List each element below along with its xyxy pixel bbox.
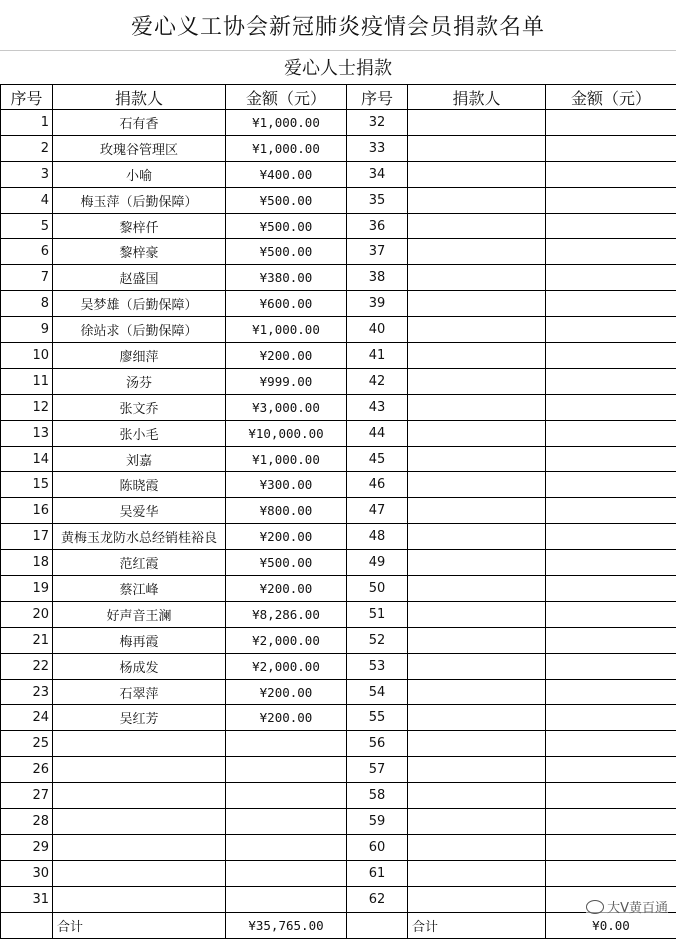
row-seq: 12 — [1, 394, 53, 420]
table-row — [1, 343, 676, 369]
row-donor — [53, 783, 226, 809]
row-amount-right — [546, 550, 676, 576]
row-amount-right — [546, 291, 676, 317]
row-donor-right — [408, 783, 546, 809]
row-donor: 吴梦雄（后勤保障） — [53, 291, 226, 317]
row-amount — [226, 886, 347, 912]
row-seq: 21 — [1, 627, 53, 653]
table-row — [1, 265, 676, 291]
row-donor-right — [408, 420, 546, 446]
row-seq-right: 48 — [347, 524, 408, 550]
row-amount — [226, 809, 347, 835]
row-seq-right: 32 — [347, 110, 408, 136]
table-row — [1, 834, 676, 860]
header-donor: 捐款人 — [53, 85, 226, 110]
row-donor: 刘嘉 — [53, 446, 226, 472]
row-donor-right — [408, 317, 546, 343]
row-amount: ¥2,000.00 — [226, 653, 347, 679]
row-seq: 20 — [1, 601, 53, 627]
row-seq: 27 — [1, 783, 53, 809]
table-row — [1, 576, 676, 602]
table-row — [1, 161, 676, 187]
row-seq: 22 — [1, 653, 53, 679]
row-amount: ¥800.00 — [226, 498, 347, 524]
header-row — [1, 85, 676, 110]
row-seq-right: 61 — [347, 860, 408, 886]
watermark — [586, 897, 668, 916]
row-seq-right: 39 — [347, 291, 408, 317]
row-seq-right: 53 — [347, 653, 408, 679]
table-row — [1, 420, 676, 446]
row-donor-right — [408, 239, 546, 265]
row-amount: ¥2,000.00 — [226, 627, 347, 653]
row-amount: ¥1,000.00 — [226, 135, 347, 161]
row-amount-right — [546, 524, 676, 550]
watermark-text: 大V黄百通 — [607, 901, 668, 916]
row-seq-right: 54 — [347, 679, 408, 705]
row-seq: 6 — [1, 239, 53, 265]
table-row — [1, 135, 676, 161]
header-amount: 金额（元） — [226, 85, 347, 110]
row-seq-right: 57 — [347, 757, 408, 783]
row-amount: ¥3,000.00 — [226, 394, 347, 420]
row-seq: 7 — [1, 265, 53, 291]
row-seq-right: 59 — [347, 809, 408, 835]
row-seq: 31 — [1, 886, 53, 912]
row-amount-right — [546, 187, 676, 213]
row-amount-right — [546, 394, 676, 420]
row-donor: 张小毛 — [53, 420, 226, 446]
table-row — [1, 653, 676, 679]
row-amount: ¥200.00 — [226, 343, 347, 369]
row-donor: 赵盛国 — [53, 265, 226, 291]
row-amount: ¥500.00 — [226, 550, 347, 576]
row-amount-right — [546, 834, 676, 860]
row-amount-right — [546, 161, 676, 187]
table-row — [1, 886, 676, 912]
row-amount-right — [546, 498, 676, 524]
row-donor-right — [408, 446, 546, 472]
row-donor: 吴爱华 — [53, 498, 226, 524]
row-seq-right: 40 — [347, 317, 408, 343]
row-seq: 5 — [1, 213, 53, 239]
total-right-seq — [347, 912, 408, 938]
row-donor — [53, 886, 226, 912]
row-donor: 玫瑰谷管理区 — [53, 135, 226, 161]
row-amount: ¥300.00 — [226, 472, 347, 498]
row-amount-right — [546, 679, 676, 705]
row-seq: 3 — [1, 161, 53, 187]
row-donor-right — [408, 472, 546, 498]
row-seq: 25 — [1, 731, 53, 757]
row-seq-right: 52 — [347, 627, 408, 653]
row-donor-right — [408, 368, 546, 394]
row-amount: ¥600.00 — [226, 291, 347, 317]
row-donor: 吴红芳 — [53, 705, 226, 731]
row-amount-right — [546, 420, 676, 446]
row-donor-right — [408, 524, 546, 550]
row-amount-right — [546, 213, 676, 239]
row-amount: ¥500.00 — [226, 239, 347, 265]
row-donor: 黎梓仟 — [53, 213, 226, 239]
row-seq-right: 60 — [347, 834, 408, 860]
row-seq: 15 — [1, 472, 53, 498]
row-amount-right — [546, 265, 676, 291]
row-seq-right: 46 — [347, 472, 408, 498]
row-seq-right: 38 — [347, 265, 408, 291]
row-donor-right — [408, 627, 546, 653]
row-donor-right — [408, 809, 546, 835]
row-donor — [53, 731, 226, 757]
row-seq: 16 — [1, 498, 53, 524]
row-donor: 梅玉萍（后勤保障） — [53, 187, 226, 213]
row-donor: 范红霞 — [53, 550, 226, 576]
row-amount-right — [546, 446, 676, 472]
row-amount-right — [546, 653, 676, 679]
row-seq: 8 — [1, 291, 53, 317]
row-donor: 杨成发 — [53, 653, 226, 679]
row-amount — [226, 757, 347, 783]
row-donor-right — [408, 550, 546, 576]
row-amount-right — [546, 576, 676, 602]
table-row — [1, 601, 676, 627]
row-donor: 梅再霞 — [53, 627, 226, 653]
row-amount: ¥200.00 — [226, 679, 347, 705]
table-row — [1, 783, 676, 809]
row-seq-right: 35 — [347, 187, 408, 213]
row-donor — [53, 834, 226, 860]
row-seq: 23 — [1, 679, 53, 705]
row-amount-right — [546, 368, 676, 394]
row-amount: ¥1,000.00 — [226, 110, 347, 136]
row-seq-right: 62 — [347, 886, 408, 912]
row-seq-right: 50 — [347, 576, 408, 602]
row-seq-right: 51 — [347, 601, 408, 627]
row-seq: 17 — [1, 524, 53, 550]
table-row — [1, 187, 676, 213]
table-row — [1, 550, 676, 576]
total-right-label: 合计 — [408, 912, 546, 938]
row-donor-right — [408, 653, 546, 679]
row-seq-right: 47 — [347, 498, 408, 524]
row-donor: 汤芬 — [53, 368, 226, 394]
row-donor-right — [408, 576, 546, 602]
row-donor-right — [408, 265, 546, 291]
row-amount-right — [546, 135, 676, 161]
table-row — [1, 524, 676, 550]
row-donor-right — [408, 498, 546, 524]
row-donor-right — [408, 394, 546, 420]
table-row — [1, 705, 676, 731]
header-seq-right: 序号 — [347, 85, 408, 110]
row-seq-right: 36 — [347, 213, 408, 239]
row-amount: ¥380.00 — [226, 265, 347, 291]
row-seq-right: 42 — [347, 368, 408, 394]
row-donor: 陈晓霞 — [53, 472, 226, 498]
row-donor-right — [408, 135, 546, 161]
table-row — [1, 809, 676, 835]
row-seq: 24 — [1, 705, 53, 731]
row-seq: 14 — [1, 446, 53, 472]
row-amount-right — [546, 809, 676, 835]
row-amount: ¥200.00 — [226, 576, 347, 602]
row-amount-right — [546, 239, 676, 265]
total-left-seq — [1, 912, 53, 938]
row-seq: 9 — [1, 317, 53, 343]
row-donor-right — [408, 731, 546, 757]
row-amount-right — [546, 627, 676, 653]
row-seq: 13 — [1, 420, 53, 446]
row-seq: 10 — [1, 343, 53, 369]
table-row — [1, 239, 676, 265]
donation-table — [0, 84, 676, 939]
row-seq-right: 56 — [347, 731, 408, 757]
row-donor — [53, 757, 226, 783]
row-seq: 26 — [1, 757, 53, 783]
row-seq-right: 41 — [347, 343, 408, 369]
row-amount — [226, 783, 347, 809]
row-amount: ¥200.00 — [226, 524, 347, 550]
table-row — [1, 291, 676, 317]
row-seq-right: 43 — [347, 394, 408, 420]
row-donor: 黄梅玉龙防水总经销桂裕良 — [53, 524, 226, 550]
row-seq-right: 58 — [347, 783, 408, 809]
row-donor: 廖细萍 — [53, 343, 226, 369]
row-donor: 好声音王澜 — [53, 601, 226, 627]
row-donor — [53, 809, 226, 835]
row-donor: 蔡江峰 — [53, 576, 226, 602]
table-row — [1, 731, 676, 757]
table-row — [1, 394, 676, 420]
header-seq: 序号 — [1, 85, 53, 110]
row-amount: ¥500.00 — [226, 187, 347, 213]
row-seq-right: 37 — [347, 239, 408, 265]
row-donor-right — [408, 343, 546, 369]
row-amount: ¥500.00 — [226, 213, 347, 239]
wechat-channel-icon — [586, 900, 604, 914]
row-donor-right — [408, 886, 546, 912]
row-amount-right — [546, 110, 676, 136]
table-row — [1, 446, 676, 472]
row-donor-right — [408, 679, 546, 705]
total-left-amount: ¥35,765.00 — [226, 912, 347, 938]
row-donor: 黎梓豪 — [53, 239, 226, 265]
table-row — [1, 472, 676, 498]
row-donor-right — [408, 860, 546, 886]
row-amount-right — [546, 757, 676, 783]
table-row — [1, 213, 676, 239]
table-row — [1, 110, 676, 136]
row-amount: ¥1,000.00 — [226, 446, 347, 472]
row-seq: 30 — [1, 860, 53, 886]
row-amount-right — [546, 601, 676, 627]
row-amount-right — [546, 343, 676, 369]
row-amount — [226, 834, 347, 860]
row-seq: 18 — [1, 550, 53, 576]
row-donor: 徐站求（后勤保障） — [53, 317, 226, 343]
row-amount-right — [546, 731, 676, 757]
row-amount-right — [546, 783, 676, 809]
total-left-label: 合计 — [53, 912, 226, 938]
table-row — [1, 317, 676, 343]
row-donor-right — [408, 601, 546, 627]
row-donor: 石翠萍 — [53, 679, 226, 705]
row-amount-right — [546, 860, 676, 886]
row-donor-right — [408, 834, 546, 860]
row-amount-right — [546, 317, 676, 343]
row-seq-right: 45 — [347, 446, 408, 472]
row-donor-right — [408, 110, 546, 136]
table-row — [1, 368, 676, 394]
row-donor-right — [408, 161, 546, 187]
row-amount: ¥999.00 — [226, 368, 347, 394]
row-amount: ¥400.00 — [226, 161, 347, 187]
table-row — [1, 679, 676, 705]
row-seq-right: 55 — [347, 705, 408, 731]
row-amount-right — [546, 472, 676, 498]
row-seq: 19 — [1, 576, 53, 602]
table-row — [1, 757, 676, 783]
row-seq-right: 33 — [347, 135, 408, 161]
total-row — [1, 912, 676, 938]
row-donor-right — [408, 187, 546, 213]
row-amount: ¥8,286.00 — [226, 601, 347, 627]
row-seq-right: 44 — [347, 420, 408, 446]
row-seq: 4 — [1, 187, 53, 213]
row-donor: 小喻 — [53, 161, 226, 187]
section-subtitle: 爱心人士捐款 — [0, 50, 676, 85]
row-amount-right — [546, 705, 676, 731]
row-donor: 张文乔 — [53, 394, 226, 420]
row-seq: 11 — [1, 368, 53, 394]
table-row — [1, 498, 676, 524]
row-donor — [53, 860, 226, 886]
row-amount: ¥1,000.00 — [226, 317, 347, 343]
table-row — [1, 860, 676, 886]
row-donor-right — [408, 291, 546, 317]
row-amount — [226, 860, 347, 886]
row-amount — [226, 731, 347, 757]
row-donor-right — [408, 705, 546, 731]
header-donor-right: 捐款人 — [408, 85, 546, 110]
total-right-amount: ¥0.00 — [546, 912, 676, 938]
row-seq-right: 34 — [347, 161, 408, 187]
row-seq: 28 — [1, 809, 53, 835]
header-amount-right: 金额（元） — [546, 85, 676, 110]
row-amount: ¥10,000.00 — [226, 420, 347, 446]
row-donor-right — [408, 757, 546, 783]
row-amount: ¥200.00 — [226, 705, 347, 731]
row-donor: 石有香 — [53, 110, 226, 136]
page-title: 爱心义工协会新冠肺炎疫情会员捐款名单 — [0, 0, 676, 51]
row-seq: 2 — [1, 135, 53, 161]
row-seq: 1 — [1, 110, 53, 136]
row-donor-right — [408, 213, 546, 239]
table-row — [1, 627, 676, 653]
row-seq-right: 49 — [347, 550, 408, 576]
row-seq: 29 — [1, 834, 53, 860]
